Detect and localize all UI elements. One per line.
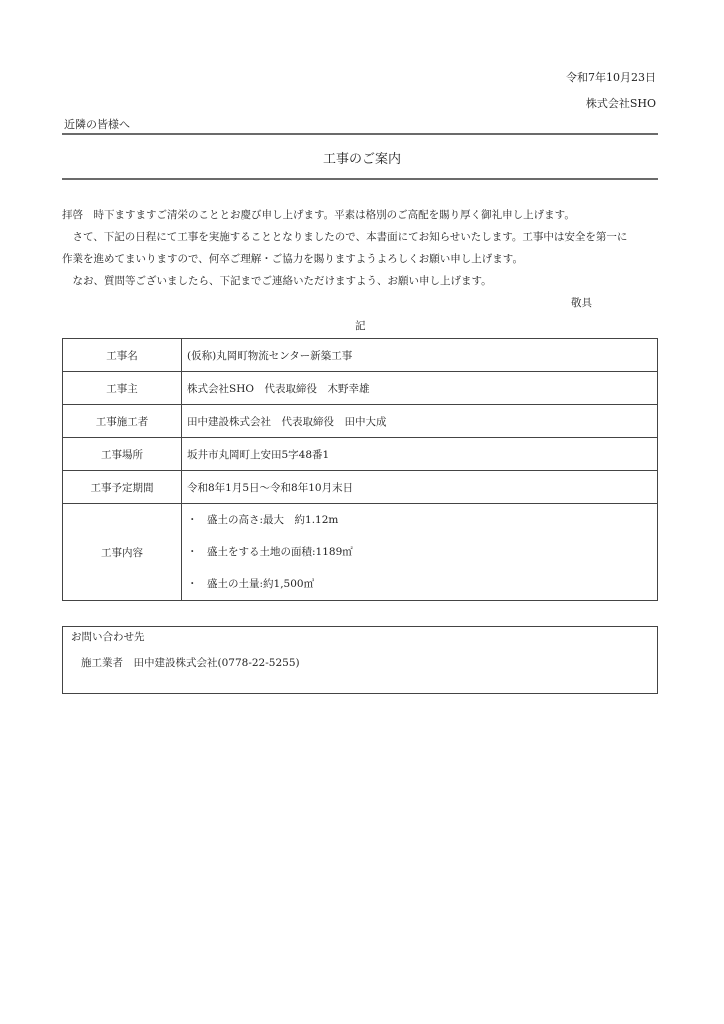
list-item-text: 盛土の土量:約1,500㎥ bbox=[207, 578, 315, 590]
table-row bbox=[63, 405, 658, 438]
row-label: 工事主 bbox=[63, 372, 182, 405]
row-value: 令和8年1月5日～令和8年10月末日 bbox=[182, 471, 658, 504]
body-paragraph: さて、下記の日程にて工事を実施することとなりましたので、本書面にてお知らせいたします。工事中は安全を第一に bbox=[62, 231, 628, 243]
bullet-icon: ・ bbox=[187, 578, 198, 590]
table-row-content bbox=[63, 504, 658, 601]
table-row bbox=[63, 339, 658, 372]
list-item bbox=[187, 504, 652, 536]
row-value: (仮称)丸岡町物流センター新築工事 bbox=[182, 339, 658, 372]
table-row bbox=[63, 438, 658, 471]
content-list-cell bbox=[182, 504, 658, 601]
divider-top bbox=[62, 133, 658, 135]
bullet-icon: ・ bbox=[187, 546, 198, 558]
sender-company: 株式会社SHO bbox=[585, 97, 656, 110]
bullet-icon: ・ bbox=[187, 514, 198, 526]
list-item-text: 盛土の高さ:最大 約1.12m bbox=[207, 514, 339, 526]
addressee: 近隣の皆様へ bbox=[64, 118, 130, 131]
document-title: 工事のご案内 bbox=[322, 152, 401, 167]
row-value: 田中建設株式会社 代表取締役 田中大成 bbox=[182, 405, 658, 438]
row-label: 工事場所 bbox=[63, 438, 182, 471]
body-paragraph: 作業を進めてまいりますので、何卒ご理解・ご協力を賜りますようよろしくお願い申し上げます。 bbox=[62, 253, 523, 265]
construction-info-table bbox=[62, 338, 658, 601]
row-label: 工事予定期間 bbox=[63, 471, 182, 504]
body-paragraph: なお、質問等ございましたら、下記までご連絡いただけますよう、お願い申し上げます。 bbox=[62, 275, 492, 287]
closing-keigu: 敬具 bbox=[571, 297, 592, 309]
list-item bbox=[187, 536, 652, 568]
contact-title: お問い合わせ先 bbox=[71, 631, 145, 643]
table-row bbox=[63, 372, 658, 405]
content-list bbox=[187, 504, 652, 600]
body-paragraph: 拝啓 時下ますますご清栄のこととお慶び申し上げます。平素は格別のご高配を賜り厚く御礼申し上げます。 bbox=[62, 209, 575, 221]
row-label: 工事内容 bbox=[63, 504, 182, 601]
row-value: 株式会社SHO 代表取締役 木野幸雄 bbox=[182, 372, 658, 405]
divider-bottom bbox=[62, 178, 658, 180]
list-item-text: 盛土をする土地の面積:1189㎡ bbox=[207, 546, 353, 558]
list-item bbox=[187, 568, 652, 600]
contact-box bbox=[62, 626, 658, 694]
document-date: 令和7年10月23日 bbox=[566, 71, 656, 84]
table-row bbox=[63, 471, 658, 504]
ki-heading: 記 bbox=[355, 320, 366, 332]
row-value: 坂井市丸岡町上安田5字48番1 bbox=[182, 438, 658, 471]
row-label: 工事施工者 bbox=[63, 405, 182, 438]
row-label: 工事名 bbox=[63, 339, 182, 372]
contact-line: 施工業者 田中建設株式会社(0778-22-5255) bbox=[81, 657, 300, 669]
